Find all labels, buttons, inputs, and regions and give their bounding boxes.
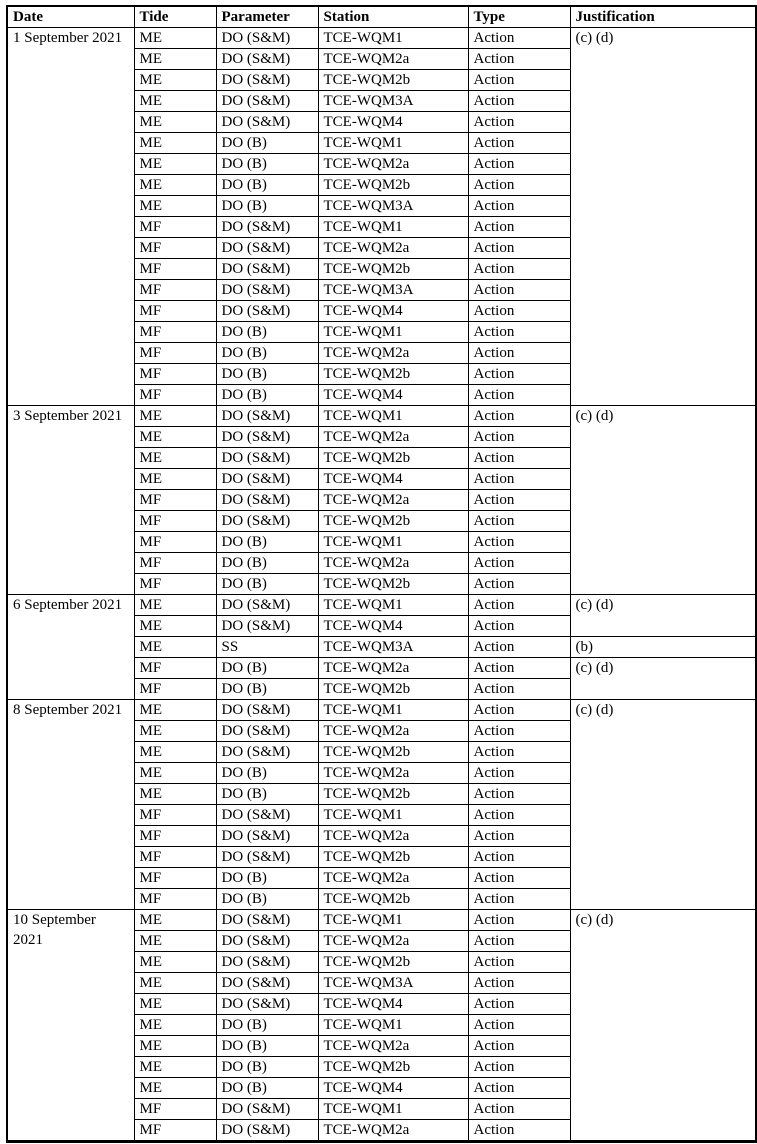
type-cell: Action: [468, 658, 570, 679]
date-line: 1 September 2021: [13, 30, 123, 46]
tide-cell: ME: [134, 49, 216, 70]
parameter-cell: DO (B): [216, 175, 318, 196]
tide-cell: MF: [134, 679, 216, 700]
type-cell: Action: [468, 973, 570, 994]
station-cell: TCE-WQM1: [318, 595, 468, 616]
type-cell: Action: [468, 490, 570, 511]
station-cell: TCE-WQM2a: [318, 343, 468, 364]
type-cell: Action: [468, 553, 570, 574]
station-cell: TCE-WQM2a: [318, 868, 468, 889]
type-cell: Action: [468, 763, 570, 784]
parameter-cell: DO (S&M): [216, 28, 318, 49]
parameter-cell: DO (B): [216, 868, 318, 889]
type-cell: Action: [468, 448, 570, 469]
tide-cell: ME: [134, 469, 216, 490]
tide-cell: ME: [134, 742, 216, 763]
tide-cell: ME: [134, 721, 216, 742]
tide-cell: ME: [134, 973, 216, 994]
date-cell: [7, 910, 134, 1142]
date-cell: [7, 700, 134, 910]
type-cell: Action: [468, 574, 570, 595]
column-header-date: Date: [7, 6, 134, 28]
type-cell: Action: [468, 133, 570, 154]
parameter-cell: DO (S&M): [216, 931, 318, 952]
tide-cell: MF: [134, 805, 216, 826]
type-cell: Action: [468, 1057, 570, 1078]
type-cell: Action: [468, 427, 570, 448]
station-cell: TCE-WQM4: [318, 301, 468, 322]
tide-cell: ME: [134, 154, 216, 175]
station-cell: TCE-WQM1: [318, 133, 468, 154]
type-cell: Action: [468, 1120, 570, 1142]
parameter-cell: DO (S&M): [216, 595, 318, 616]
tide-cell: MF: [134, 1099, 216, 1120]
type-cell: Action: [468, 637, 570, 658]
type-cell: Action: [468, 343, 570, 364]
tide-cell: ME: [134, 784, 216, 805]
type-cell: Action: [468, 259, 570, 280]
station-cell: TCE-WQM2b: [318, 448, 468, 469]
station-cell: TCE-WQM2b: [318, 364, 468, 385]
type-cell: Action: [468, 112, 570, 133]
parameter-cell: DO (S&M): [216, 91, 318, 112]
table-header-row: [7, 6, 756, 28]
type-cell: Action: [468, 1015, 570, 1036]
parameter-cell: DO (S&M): [216, 49, 318, 70]
tide-cell: ME: [134, 1015, 216, 1036]
table-row: [7, 28, 756, 49]
type-cell: Action: [468, 322, 570, 343]
station-cell: TCE-WQM1: [318, 406, 468, 427]
type-cell: Action: [468, 595, 570, 616]
parameter-cell: DO (S&M): [216, 70, 318, 91]
station-cell: TCE-WQM3A: [318, 637, 468, 658]
parameter-cell: DO (S&M): [216, 490, 318, 511]
station-cell: TCE-WQM2a: [318, 553, 468, 574]
parameter-cell: DO (B): [216, 133, 318, 154]
tide-cell: MF: [134, 532, 216, 553]
parameter-cell: DO (B): [216, 784, 318, 805]
type-cell: Action: [468, 784, 570, 805]
type-cell: Action: [468, 889, 570, 910]
justification-cell: (c) (d): [570, 700, 756, 910]
type-cell: Action: [468, 805, 570, 826]
table-row: [7, 700, 756, 721]
tide-cell: ME: [134, 91, 216, 112]
station-cell: TCE-WQM2a: [318, 1036, 468, 1057]
tide-cell: MF: [134, 364, 216, 385]
station-cell: TCE-WQM2b: [318, 952, 468, 973]
station-cell: TCE-WQM4: [318, 385, 468, 406]
tide-cell: ME: [134, 175, 216, 196]
type-cell: Action: [468, 826, 570, 847]
table-row: [7, 910, 756, 931]
parameter-cell: DO (S&M): [216, 700, 318, 721]
date-line: 8 September 2021: [13, 702, 123, 718]
monitoring-schedule-table: [6, 5, 757, 1143]
type-cell: Action: [468, 364, 570, 385]
parameter-cell: DO (B): [216, 364, 318, 385]
parameter-cell: DO (B): [216, 574, 318, 595]
station-cell: TCE-WQM1: [318, 322, 468, 343]
parameter-cell: DO (B): [216, 763, 318, 784]
station-cell: TCE-WQM3A: [318, 973, 468, 994]
station-cell: TCE-WQM4: [318, 469, 468, 490]
parameter-cell: DO (S&M): [216, 511, 318, 532]
column-header-tide: Tide: [134, 6, 216, 28]
type-cell: Action: [468, 868, 570, 889]
station-cell: TCE-WQM1: [318, 700, 468, 721]
type-cell: Action: [468, 385, 570, 406]
station-cell: TCE-WQM2b: [318, 511, 468, 532]
parameter-cell: DO (B): [216, 322, 318, 343]
parameter-cell: DO (S&M): [216, 259, 318, 280]
tide-cell: MF: [134, 322, 216, 343]
tide-cell: ME: [134, 112, 216, 133]
parameter-cell: DO (B): [216, 553, 318, 574]
justification-cell: (b): [570, 637, 756, 658]
tide-cell: MF: [134, 238, 216, 259]
tide-cell: ME: [134, 1057, 216, 1078]
station-cell: TCE-WQM2b: [318, 847, 468, 868]
parameter-cell: DO (S&M): [216, 1120, 318, 1142]
station-cell: TCE-WQM2b: [318, 889, 468, 910]
station-cell: TCE-WQM2a: [318, 763, 468, 784]
type-cell: Action: [468, 952, 570, 973]
station-cell: TCE-WQM1: [318, 28, 468, 49]
station-cell: TCE-WQM4: [318, 994, 468, 1015]
tide-cell: ME: [134, 931, 216, 952]
column-header-justification: Justification: [570, 6, 756, 28]
parameter-cell: DO (S&M): [216, 742, 318, 763]
tide-cell: ME: [134, 595, 216, 616]
type-cell: Action: [468, 1099, 570, 1120]
parameter-cell: DO (B): [216, 658, 318, 679]
table-row: [7, 595, 756, 616]
column-header-type: Type: [468, 6, 570, 28]
parameter-cell: DO (S&M): [216, 217, 318, 238]
justification-cell: (c) (d): [570, 910, 756, 1142]
table-row: [7, 406, 756, 427]
tide-cell: MF: [134, 553, 216, 574]
tide-cell: ME: [134, 133, 216, 154]
type-cell: Action: [468, 217, 570, 238]
station-cell: TCE-WQM2a: [318, 49, 468, 70]
tide-cell: ME: [134, 406, 216, 427]
type-cell: Action: [468, 700, 570, 721]
station-cell: TCE-WQM2a: [318, 238, 468, 259]
type-cell: Action: [468, 175, 570, 196]
type-cell: Action: [468, 28, 570, 49]
tide-cell: MF: [134, 511, 216, 532]
tide-cell: MF: [134, 889, 216, 910]
parameter-cell: DO (S&M): [216, 910, 318, 931]
parameter-cell: DO (B): [216, 154, 318, 175]
station-cell: TCE-WQM1: [318, 217, 468, 238]
tide-cell: ME: [134, 994, 216, 1015]
justification-cell: (c) (d): [570, 658, 756, 700]
tide-cell: ME: [134, 427, 216, 448]
station-cell: TCE-WQM2a: [318, 490, 468, 511]
tide-cell: MF: [134, 574, 216, 595]
station-cell: TCE-WQM1: [318, 1099, 468, 1120]
tide-cell: MF: [134, 259, 216, 280]
tide-cell: ME: [134, 1078, 216, 1099]
station-cell: TCE-WQM2b: [318, 70, 468, 91]
justification-cell: (c) (d): [570, 406, 756, 595]
type-cell: Action: [468, 910, 570, 931]
type-cell: Action: [468, 532, 570, 553]
parameter-cell: DO (S&M): [216, 952, 318, 973]
station-cell: TCE-WQM3A: [318, 91, 468, 112]
station-cell: TCE-WQM2a: [318, 931, 468, 952]
type-cell: Action: [468, 1036, 570, 1057]
type-cell: Action: [468, 721, 570, 742]
tide-cell: ME: [134, 616, 216, 637]
tide-cell: MF: [134, 847, 216, 868]
tide-cell: MF: [134, 301, 216, 322]
justification-cell: (c) (d): [570, 595, 756, 637]
justification-cell: (c) (d): [570, 28, 756, 406]
parameter-cell: SS: [216, 637, 318, 658]
type-cell: Action: [468, 238, 570, 259]
station-cell: TCE-WQM2b: [318, 574, 468, 595]
column-header-parameter: Parameter: [216, 6, 318, 28]
parameter-cell: DO (B): [216, 532, 318, 553]
type-cell: Action: [468, 406, 570, 427]
station-cell: TCE-WQM3A: [318, 196, 468, 217]
station-cell: TCE-WQM4: [318, 616, 468, 637]
station-cell: TCE-WQM2b: [318, 742, 468, 763]
date-line: 2021: [13, 932, 43, 948]
station-cell: TCE-WQM2a: [318, 154, 468, 175]
parameter-cell: DO (B): [216, 1036, 318, 1057]
tide-cell: ME: [134, 448, 216, 469]
type-cell: Action: [468, 994, 570, 1015]
parameter-cell: DO (S&M): [216, 448, 318, 469]
parameter-cell: DO (S&M): [216, 616, 318, 637]
date-cell: [7, 28, 134, 406]
parameter-cell: DO (B): [216, 385, 318, 406]
type-cell: Action: [468, 511, 570, 532]
tide-cell: ME: [134, 637, 216, 658]
tide-cell: ME: [134, 70, 216, 91]
station-cell: TCE-WQM1: [318, 532, 468, 553]
tide-cell: MF: [134, 1120, 216, 1142]
parameter-cell: DO (B): [216, 196, 318, 217]
tide-cell: ME: [134, 952, 216, 973]
station-cell: TCE-WQM2a: [318, 1120, 468, 1142]
station-cell: TCE-WQM2b: [318, 259, 468, 280]
tide-cell: ME: [134, 700, 216, 721]
parameter-cell: DO (S&M): [216, 973, 318, 994]
parameter-cell: DO (S&M): [216, 238, 318, 259]
tide-cell: ME: [134, 910, 216, 931]
station-cell: TCE-WQM2b: [318, 1057, 468, 1078]
tide-cell: MF: [134, 217, 216, 238]
tide-cell: MF: [134, 343, 216, 364]
tide-cell: ME: [134, 196, 216, 217]
tide-cell: MF: [134, 385, 216, 406]
parameter-cell: DO (B): [216, 679, 318, 700]
parameter-cell: DO (S&M): [216, 994, 318, 1015]
parameter-cell: DO (S&M): [216, 469, 318, 490]
column-header-station: Station: [318, 6, 468, 28]
parameter-cell: DO (B): [216, 343, 318, 364]
type-cell: Action: [468, 847, 570, 868]
type-cell: Action: [468, 280, 570, 301]
parameter-cell: DO (B): [216, 1057, 318, 1078]
type-cell: Action: [468, 154, 570, 175]
parameter-cell: DO (S&M): [216, 1099, 318, 1120]
type-cell: Action: [468, 931, 570, 952]
tide-cell: MF: [134, 658, 216, 679]
type-cell: Action: [468, 70, 570, 91]
station-cell: TCE-WQM1: [318, 805, 468, 826]
type-cell: Action: [468, 469, 570, 490]
type-cell: Action: [468, 91, 570, 112]
parameter-cell: DO (S&M): [216, 427, 318, 448]
type-cell: Action: [468, 196, 570, 217]
tide-cell: MF: [134, 280, 216, 301]
date-cell: [7, 595, 134, 700]
parameter-cell: DO (S&M): [216, 721, 318, 742]
tide-cell: ME: [134, 28, 216, 49]
station-cell: TCE-WQM2b: [318, 784, 468, 805]
date-line: 10 September: [13, 912, 96, 928]
station-cell: TCE-WQM2a: [318, 721, 468, 742]
type-cell: Action: [468, 1078, 570, 1099]
type-cell: Action: [468, 679, 570, 700]
station-cell: TCE-WQM1: [318, 1015, 468, 1036]
tide-cell: MF: [134, 490, 216, 511]
tide-cell: MF: [134, 826, 216, 847]
tide-cell: ME: [134, 763, 216, 784]
date-line: 6 September 2021: [13, 597, 123, 613]
parameter-cell: DO (B): [216, 1015, 318, 1036]
date-line: 3 September 2021: [13, 408, 123, 424]
parameter-cell: DO (S&M): [216, 280, 318, 301]
station-cell: TCE-WQM2a: [318, 427, 468, 448]
parameter-cell: DO (S&M): [216, 301, 318, 322]
parameter-cell: DO (S&M): [216, 112, 318, 133]
parameter-cell: DO (B): [216, 889, 318, 910]
parameter-cell: DO (S&M): [216, 805, 318, 826]
date-cell: [7, 406, 134, 595]
station-cell: TCE-WQM2b: [318, 175, 468, 196]
parameter-cell: DO (S&M): [216, 406, 318, 427]
type-cell: Action: [468, 616, 570, 637]
station-cell: TCE-WQM2a: [318, 826, 468, 847]
station-cell: TCE-WQM2b: [318, 679, 468, 700]
station-cell: TCE-WQM1: [318, 910, 468, 931]
parameter-cell: DO (S&M): [216, 847, 318, 868]
station-cell: TCE-WQM4: [318, 1078, 468, 1099]
parameter-cell: DO (B): [216, 1078, 318, 1099]
station-cell: TCE-WQM2a: [318, 658, 468, 679]
type-cell: Action: [468, 301, 570, 322]
parameter-cell: DO (S&M): [216, 826, 318, 847]
tide-cell: ME: [134, 1036, 216, 1057]
type-cell: Action: [468, 742, 570, 763]
station-cell: TCE-WQM3A: [318, 280, 468, 301]
tide-cell: MF: [134, 868, 216, 889]
type-cell: Action: [468, 49, 570, 70]
station-cell: TCE-WQM4: [318, 112, 468, 133]
